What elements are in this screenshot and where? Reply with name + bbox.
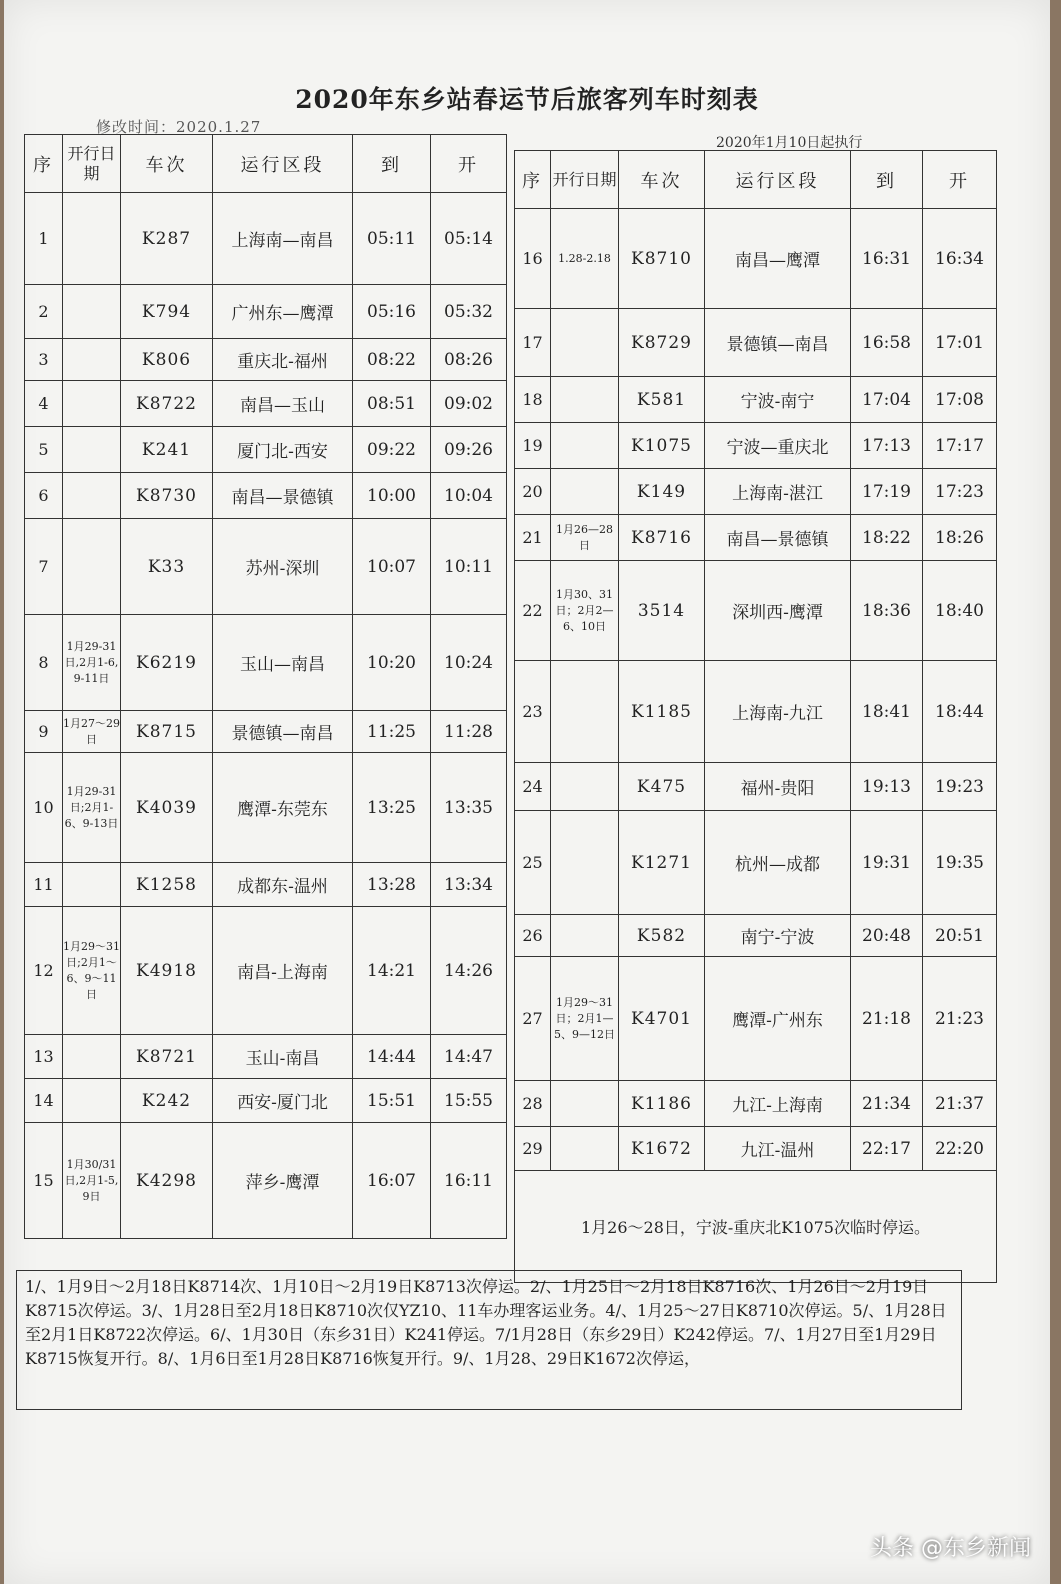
- depart-time-cell: 16:11: [431, 1123, 507, 1239]
- seq-cell: 21: [515, 515, 551, 561]
- route-cell: 南昌—景德镇: [705, 515, 851, 561]
- train-number-cell: K149: [619, 469, 705, 515]
- seq-cell: 15: [25, 1123, 63, 1239]
- run-date-cell: [63, 473, 121, 519]
- arrive-time-cell: 15:51: [353, 1079, 431, 1123]
- run-date-cell: [551, 661, 619, 763]
- table-row: [25, 473, 507, 519]
- route-cell: 南昌—景德镇: [213, 473, 353, 519]
- depart-time-cell: 08:26: [431, 339, 507, 381]
- run-date-cell: 1月30/31日,2月1-5,9日: [63, 1123, 121, 1239]
- arrive-time-cell: 08:22: [353, 339, 431, 381]
- arrive-time-cell: 19:31: [851, 811, 923, 915]
- train-number-cell: K287: [121, 193, 213, 285]
- run-date-cell: [551, 1081, 619, 1127]
- header-seq: 序: [515, 151, 551, 209]
- run-date-cell: [63, 519, 121, 615]
- run-date-cell: 1月29～31日;2月1～6、9～11日: [63, 907, 121, 1035]
- table-row: [25, 615, 507, 711]
- train-number-cell: K806: [121, 339, 213, 381]
- seq-cell: 2: [25, 285, 63, 339]
- seq-cell: 29: [515, 1127, 551, 1171]
- run-date-cell: [63, 381, 121, 427]
- train-number-cell: K241: [121, 427, 213, 473]
- train-number-cell: K8729: [619, 309, 705, 377]
- arrive-time-cell: 20:48: [851, 915, 923, 957]
- depart-time-cell: 21:23: [923, 957, 997, 1081]
- table-row: [25, 427, 507, 473]
- depart-time-cell: 20:51: [923, 915, 997, 957]
- run-date-cell: [551, 423, 619, 469]
- seq-cell: 6: [25, 473, 63, 519]
- arrive-time-cell: 13:28: [353, 863, 431, 907]
- seq-cell: 22: [515, 561, 551, 661]
- route-cell: 上海南-湛江: [705, 469, 851, 515]
- table-row: [515, 661, 997, 763]
- seq-cell: 13: [25, 1035, 63, 1079]
- route-cell: 萍乡-鹰潭: [213, 1123, 353, 1239]
- depart-time-cell: 09:02: [431, 381, 507, 427]
- arrive-time-cell: 16:31: [851, 209, 923, 309]
- table-row: [25, 907, 507, 1035]
- route-cell: 杭州—成都: [705, 811, 851, 915]
- depart-time-cell: 17:17: [923, 423, 997, 469]
- page-title: 2020年东乡站春运节后旅客列车时刻表: [295, 85, 759, 114]
- table-row: [25, 519, 507, 615]
- header-date: 开行日期: [63, 135, 121, 193]
- route-cell: 上海南—南昌: [213, 193, 353, 285]
- seq-cell: 17: [515, 309, 551, 377]
- run-date-cell: 1月29-31日,2月1-6,9-11日: [63, 615, 121, 711]
- route-cell: 九江-上海南: [705, 1081, 851, 1127]
- route-cell: 南昌—鹰潭: [705, 209, 851, 309]
- seq-cell: 16: [515, 209, 551, 309]
- table-row: [515, 1081, 997, 1127]
- header-train: 车次: [619, 151, 705, 209]
- suspension-note: 1月26～28日，宁波-重庆北K1075次临时停运。: [515, 1171, 997, 1283]
- arrive-time-cell: 11:25: [353, 711, 431, 753]
- route-cell: 景德镇—南昌: [213, 711, 353, 753]
- run-date-cell: 1月30、31日；2月2—6、10日: [551, 561, 619, 661]
- table-row: [515, 915, 997, 957]
- run-date-cell: [63, 1035, 121, 1079]
- run-date-cell: [551, 1127, 619, 1171]
- seq-cell: 9: [25, 711, 63, 753]
- route-cell: 重庆北-福州: [213, 339, 353, 381]
- train-number-cell: K8722: [121, 381, 213, 427]
- table-row: [515, 811, 997, 915]
- seq-cell: 27: [515, 957, 551, 1081]
- seq-cell: 1: [25, 193, 63, 285]
- arrive-time-cell: 09:22: [353, 427, 431, 473]
- arrive-time-cell: 22:17: [851, 1127, 923, 1171]
- depart-time-cell: 15:55: [431, 1079, 507, 1123]
- train-number-cell: K1185: [619, 661, 705, 763]
- timetable-sheet: [4, 0, 1050, 1584]
- table-row: [515, 209, 997, 309]
- header-depart: 开: [923, 151, 997, 209]
- depart-time-cell: 13:35: [431, 753, 507, 863]
- table-row: [25, 193, 507, 285]
- route-cell: 广州东—鹰潭: [213, 285, 353, 339]
- table-row: [515, 561, 997, 661]
- depart-time-cell: 10:04: [431, 473, 507, 519]
- arrive-time-cell: 16:07: [353, 1123, 431, 1239]
- route-cell: 宁波—重庆北: [705, 423, 851, 469]
- seq-cell: 8: [25, 615, 63, 711]
- route-cell: 西安-厦门北: [213, 1079, 353, 1123]
- seq-cell: 4: [25, 381, 63, 427]
- depart-time-cell: 18:40: [923, 561, 997, 661]
- route-cell: 苏州-深圳: [213, 519, 353, 615]
- seq-cell: 12: [25, 907, 63, 1035]
- run-date-cell: [63, 1079, 121, 1123]
- header-date: 开行日期: [551, 151, 619, 209]
- run-date-cell: [551, 763, 619, 811]
- route-cell: 玉山-南昌: [213, 1035, 353, 1079]
- train-number-cell: K1271: [619, 811, 705, 915]
- train-number-cell: 3514: [619, 561, 705, 661]
- table-row: [25, 1079, 507, 1123]
- header-route: 运行区段: [705, 151, 851, 209]
- train-number-cell: K4039: [121, 753, 213, 863]
- run-date-cell: [63, 427, 121, 473]
- depart-time-cell: 21:37: [923, 1081, 997, 1127]
- train-number-cell: K4298: [121, 1123, 213, 1239]
- arrive-time-cell: 10:00: [353, 473, 431, 519]
- arrive-time-cell: 18:22: [851, 515, 923, 561]
- seq-cell: 3: [25, 339, 63, 381]
- route-cell: 南昌-上海南: [213, 907, 353, 1035]
- run-date-cell: 1.28-2.18: [551, 209, 619, 309]
- route-cell: 南宁-宁波: [705, 915, 851, 957]
- depart-time-cell: 05:14: [431, 193, 507, 285]
- table-row: [25, 339, 507, 381]
- arrive-time-cell: 17:19: [851, 469, 923, 515]
- arrive-time-cell: 17:13: [851, 423, 923, 469]
- table-row: [515, 1127, 997, 1171]
- footnotes: 1/、1月9日～2月18日K8714次、1月10日～2月19日K8713次停运。2/、1月25日～2月18日K8716次、1月26日～2月19日K8715次停运。3/、1月28日至2月18日K8710次仅YZ10、11车办理客运业务。4/、1月25～27日K8710次停运。5/、1月28日至2月1日K8722次停运。6/、1月30日（东乡31日）K241停运。7/1月28日（东乡29日）K242停运。7/、1月27日至1月29日K8715恢复开行。8/、1月6日至1月28日K8716恢复开行。9/、1月28、29日K1672次停运，: [16, 1270, 962, 1410]
- train-number-cell: K6219: [121, 615, 213, 711]
- table-row: [515, 763, 997, 811]
- seq-cell: 28: [515, 1081, 551, 1127]
- train-number-cell: K8730: [121, 473, 213, 519]
- route-cell: 宁波-南宁: [705, 377, 851, 423]
- arrive-time-cell: 21:34: [851, 1081, 923, 1127]
- train-number-cell: K581: [619, 377, 705, 423]
- train-number-cell: K8721: [121, 1035, 213, 1079]
- depart-time-cell: 10:11: [431, 519, 507, 615]
- header-train: 车次: [121, 135, 213, 193]
- depart-time-cell: 19:35: [923, 811, 997, 915]
- run-date-cell: [63, 339, 121, 381]
- table-row: [25, 753, 507, 863]
- seq-cell: 26: [515, 915, 551, 957]
- header-arrive: 到: [353, 135, 431, 193]
- depart-time-cell: 16:34: [923, 209, 997, 309]
- table-row: [515, 957, 997, 1081]
- run-date-cell: [551, 469, 619, 515]
- seq-cell: 24: [515, 763, 551, 811]
- header-depart: 开: [431, 135, 507, 193]
- left-timetable: [24, 134, 507, 1239]
- run-date-cell: [551, 309, 619, 377]
- depart-time-cell: 05:32: [431, 285, 507, 339]
- run-date-cell: 1月26—28日: [551, 515, 619, 561]
- depart-time-cell: 17:08: [923, 377, 997, 423]
- arrive-time-cell: 19:13: [851, 763, 923, 811]
- train-number-cell: K242: [121, 1079, 213, 1123]
- run-date-cell: 1月29-31日;2月1-6、9-13日: [63, 753, 121, 863]
- depart-time-cell: 14:47: [431, 1035, 507, 1079]
- seq-cell: 11: [25, 863, 63, 907]
- route-cell: 上海南-九江: [705, 661, 851, 763]
- header-seq: 序: [25, 135, 63, 193]
- header-row: [25, 135, 507, 193]
- table-row: [515, 515, 997, 561]
- arrive-time-cell: 21:18: [851, 957, 923, 1081]
- header-arrive: 到: [851, 151, 923, 209]
- modified-time: 修改时间：2020.1.27: [96, 118, 262, 136]
- route-cell: 景德镇—南昌: [705, 309, 851, 377]
- arrive-time-cell: 05:11: [353, 193, 431, 285]
- seq-cell: 14: [25, 1079, 63, 1123]
- header-row: [515, 151, 997, 209]
- table-row: [25, 1035, 507, 1079]
- depart-time-cell: 13:34: [431, 863, 507, 907]
- arrive-time-cell: 14:21: [353, 907, 431, 1035]
- train-number-cell: K1075: [619, 423, 705, 469]
- arrive-time-cell: 16:58: [851, 309, 923, 377]
- right-timetable: [514, 150, 997, 1283]
- run-date-cell: [63, 285, 121, 339]
- seq-cell: 18: [515, 377, 551, 423]
- effective-date: 2020年1月10日起执行: [716, 135, 863, 151]
- header-route: 运行区段: [213, 135, 353, 193]
- run-date-cell: [63, 863, 121, 907]
- run-date-cell: [63, 193, 121, 285]
- train-number-cell: K582: [619, 915, 705, 957]
- seq-cell: 23: [515, 661, 551, 763]
- run-date-cell: [551, 377, 619, 423]
- depart-time-cell: 18:26: [923, 515, 997, 561]
- route-cell: 鹰潭-广州东: [705, 957, 851, 1081]
- note-row: [515, 1171, 997, 1283]
- depart-time-cell: 19:23: [923, 763, 997, 811]
- depart-time-cell: 22:20: [923, 1127, 997, 1171]
- table-row: [515, 377, 997, 423]
- seq-cell: 5: [25, 427, 63, 473]
- run-date-cell: 1月27～29日: [63, 711, 121, 753]
- table-row: [25, 1123, 507, 1239]
- train-number-cell: K475: [619, 763, 705, 811]
- route-cell: 玉山—南昌: [213, 615, 353, 711]
- run-date-cell: [551, 915, 619, 957]
- train-number-cell: K1672: [619, 1127, 705, 1171]
- train-number-cell: K8710: [619, 209, 705, 309]
- arrive-time-cell: 14:44: [353, 1035, 431, 1079]
- train-number-cell: K4701: [619, 957, 705, 1081]
- route-cell: 成都东-温州: [213, 863, 353, 907]
- table-row: [25, 863, 507, 907]
- arrive-time-cell: 05:16: [353, 285, 431, 339]
- route-cell: 南昌—玉山: [213, 381, 353, 427]
- train-number-cell: K1186: [619, 1081, 705, 1127]
- seq-cell: 25: [515, 811, 551, 915]
- arrive-time-cell: 10:20: [353, 615, 431, 711]
- depart-time-cell: 17:01: [923, 309, 997, 377]
- route-cell: 深圳西-鹰潭: [705, 561, 851, 661]
- route-cell: 福州-贵阳: [705, 763, 851, 811]
- depart-time-cell: 09:26: [431, 427, 507, 473]
- run-date-cell: 1月29～31日；2月1—5、9—12日: [551, 957, 619, 1081]
- arrive-time-cell: 08:51: [353, 381, 431, 427]
- table-row: [25, 381, 507, 427]
- arrive-time-cell: 18:41: [851, 661, 923, 763]
- train-number-cell: K33: [121, 519, 213, 615]
- route-cell: 厦门北-西安: [213, 427, 353, 473]
- arrive-time-cell: 17:04: [851, 377, 923, 423]
- table-row: [25, 711, 507, 753]
- watermark-text: 头条 @东乡新闻: [870, 1536, 1031, 1561]
- seq-cell: 7: [25, 519, 63, 615]
- train-number-cell: K8716: [619, 515, 705, 561]
- arrive-time-cell: 13:25: [353, 753, 431, 863]
- route-cell: 九江-温州: [705, 1127, 851, 1171]
- train-number-cell: K4918: [121, 907, 213, 1035]
- depart-time-cell: 10:24: [431, 615, 507, 711]
- seq-cell: 10: [25, 753, 63, 863]
- seq-cell: 20: [515, 469, 551, 515]
- arrive-time-cell: 10:07: [353, 519, 431, 615]
- arrive-time-cell: 18:36: [851, 561, 923, 661]
- depart-time-cell: 14:26: [431, 907, 507, 1035]
- route-cell: 鹰潭-东莞东: [213, 753, 353, 863]
- train-number-cell: K8715: [121, 711, 213, 753]
- depart-time-cell: 17:23: [923, 469, 997, 515]
- depart-time-cell: 18:44: [923, 661, 997, 763]
- table-row: [25, 285, 507, 339]
- table-row: [515, 469, 997, 515]
- train-number-cell: K1258: [121, 863, 213, 907]
- train-number-cell: K794: [121, 285, 213, 339]
- table-row: [515, 309, 997, 377]
- run-date-cell: [551, 811, 619, 915]
- table-row: [515, 423, 997, 469]
- depart-time-cell: 11:28: [431, 711, 507, 753]
- seq-cell: 19: [515, 423, 551, 469]
